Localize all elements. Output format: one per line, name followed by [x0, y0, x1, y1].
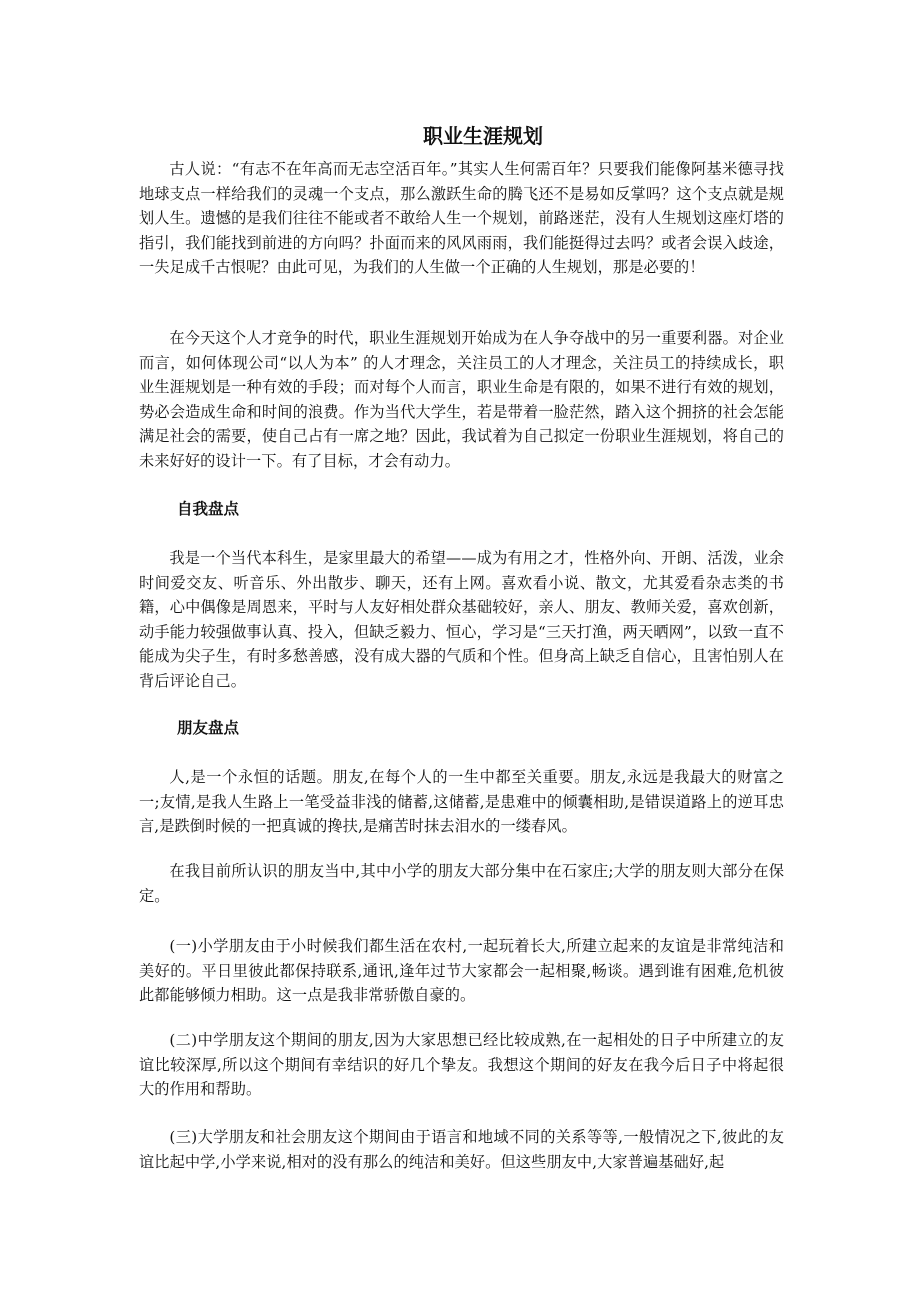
friends-location-paragraph: 在我目前所认识的朋友当中,其中小学的朋友大部分集中在石家庄;大学的朋友则大部分在保定。	[139, 862, 784, 905]
section-heading-friends: 朋友盘点	[177, 719, 240, 737]
primary-school-friends-paragraph: (一)小学朋友由于小时候我们都生活在农村,一起玩着长大,所建立起来的友谊是非常纯洁和美好的。平日里彼此都保持联系,通讯,逢年过节大家都会一起相聚,畅谈。遇到谁有困难,危机彼此都能够倾力相助。这一点是我非常骄傲自豪的。	[139, 937, 784, 1004]
middle-school-friends-paragraph: (二)中学朋友这个期间的朋友,因为大家思想已经比较成熟,在一起相处的日子中所建立的友谊比较深厚,所以这个期间有幸结识的好几个挚友。我想这个期间的好友在我今后日子中将起很大的作用和帮助。	[139, 1031, 784, 1098]
intro-paragraph: 古人说：“有志不在年高而无志空活百年。”其实人生何需百年？只要我们能像阿基米德寻找地球支点一样给我们的灵魂一个支点，那么激跃生命的腾飞还不是易如反掌吗？这个支点就是规划人生。遗憾的是我们往往不能或者不敢给人生一个规划，前路迷茫，没有人生规划这座灯塔的指引，我们能找到前进的方向吗？扑面而来的风风雨雨，我们能挺得过去吗？或者会误入歧途，一失足成千古恨呢？由此可见，为我们的人生做一个正确的人生规划，那是必要的！	[139, 160, 784, 276]
page-title: 职业生涯规划	[423, 124, 543, 148]
friends-intro-paragraph: 人,是一个永恒的话题。朋友,在每个人的一生中都至关重要。朋友,永远是我最大的财富之一;友情,是我人生路上一笔受益非浅的储蓄,这储蓄,是患难中的倾囊相助,是错误道路上的逆耳忠言,是跌倒时候的一把真诚的搀扶,是痛苦时抹去泪水的一缕春风。	[139, 768, 784, 835]
university-friends-paragraph: (三)大学朋友和社会朋友这个期间由于语言和地域不同的关系等等,一般情况之下,彼此的友谊比起中学,小学来说,相对的没有那么的纯洁和美好。但这些朋友中,大家普遍基础好,起	[139, 1128, 784, 1171]
purpose-paragraph: 在今天这个人才竞争的时代，职业生涯规划开始成为在人争夺战中的另一重要利器。对企业而言，如何体现公司“以人为本” 的人才理念，关注员工的人才理念，关注员工的持续成长，职业生涯规划是一种有效的手段；而对每个人而言，职业生命是有限的，如果不进行有效的规划，势必会造成生命和时间的浪费。作为当代大学生，若是带着一脸茫然，踏入这个拥挤的社会怎能满足社会的需要，使自己占有一席之地？因此，我试着为自己拟定一份职业生涯规划，将自己的未来好好的设计一下。有了目标，才会有动力。	[139, 329, 784, 470]
self-assessment-paragraph: 我是一个当代本科生，是家里最大的希望——成为有用之才，性格外向、开朗、活泼，业余时间爱交友、听音乐、外出散步、聊天，还有上网。喜欢看小说、散文，尤其爱看杂志类的书籍，心中偶像是周恩来，平时与人友好相处群众基础较好，亲人、朋友、教师关爱，喜欢创新，动手能力较强做事认真、投入，但缺乏毅力、恒心，学习是“三天打渔，两天晒网”，以致一直不能成为尖子生，有时多愁善感，没有成大器的气质和个性。但身高上缺乏自信心，且害怕别人在背后评论自己。	[139, 549, 784, 690]
section-heading-self: 自我盘点	[177, 500, 240, 518]
